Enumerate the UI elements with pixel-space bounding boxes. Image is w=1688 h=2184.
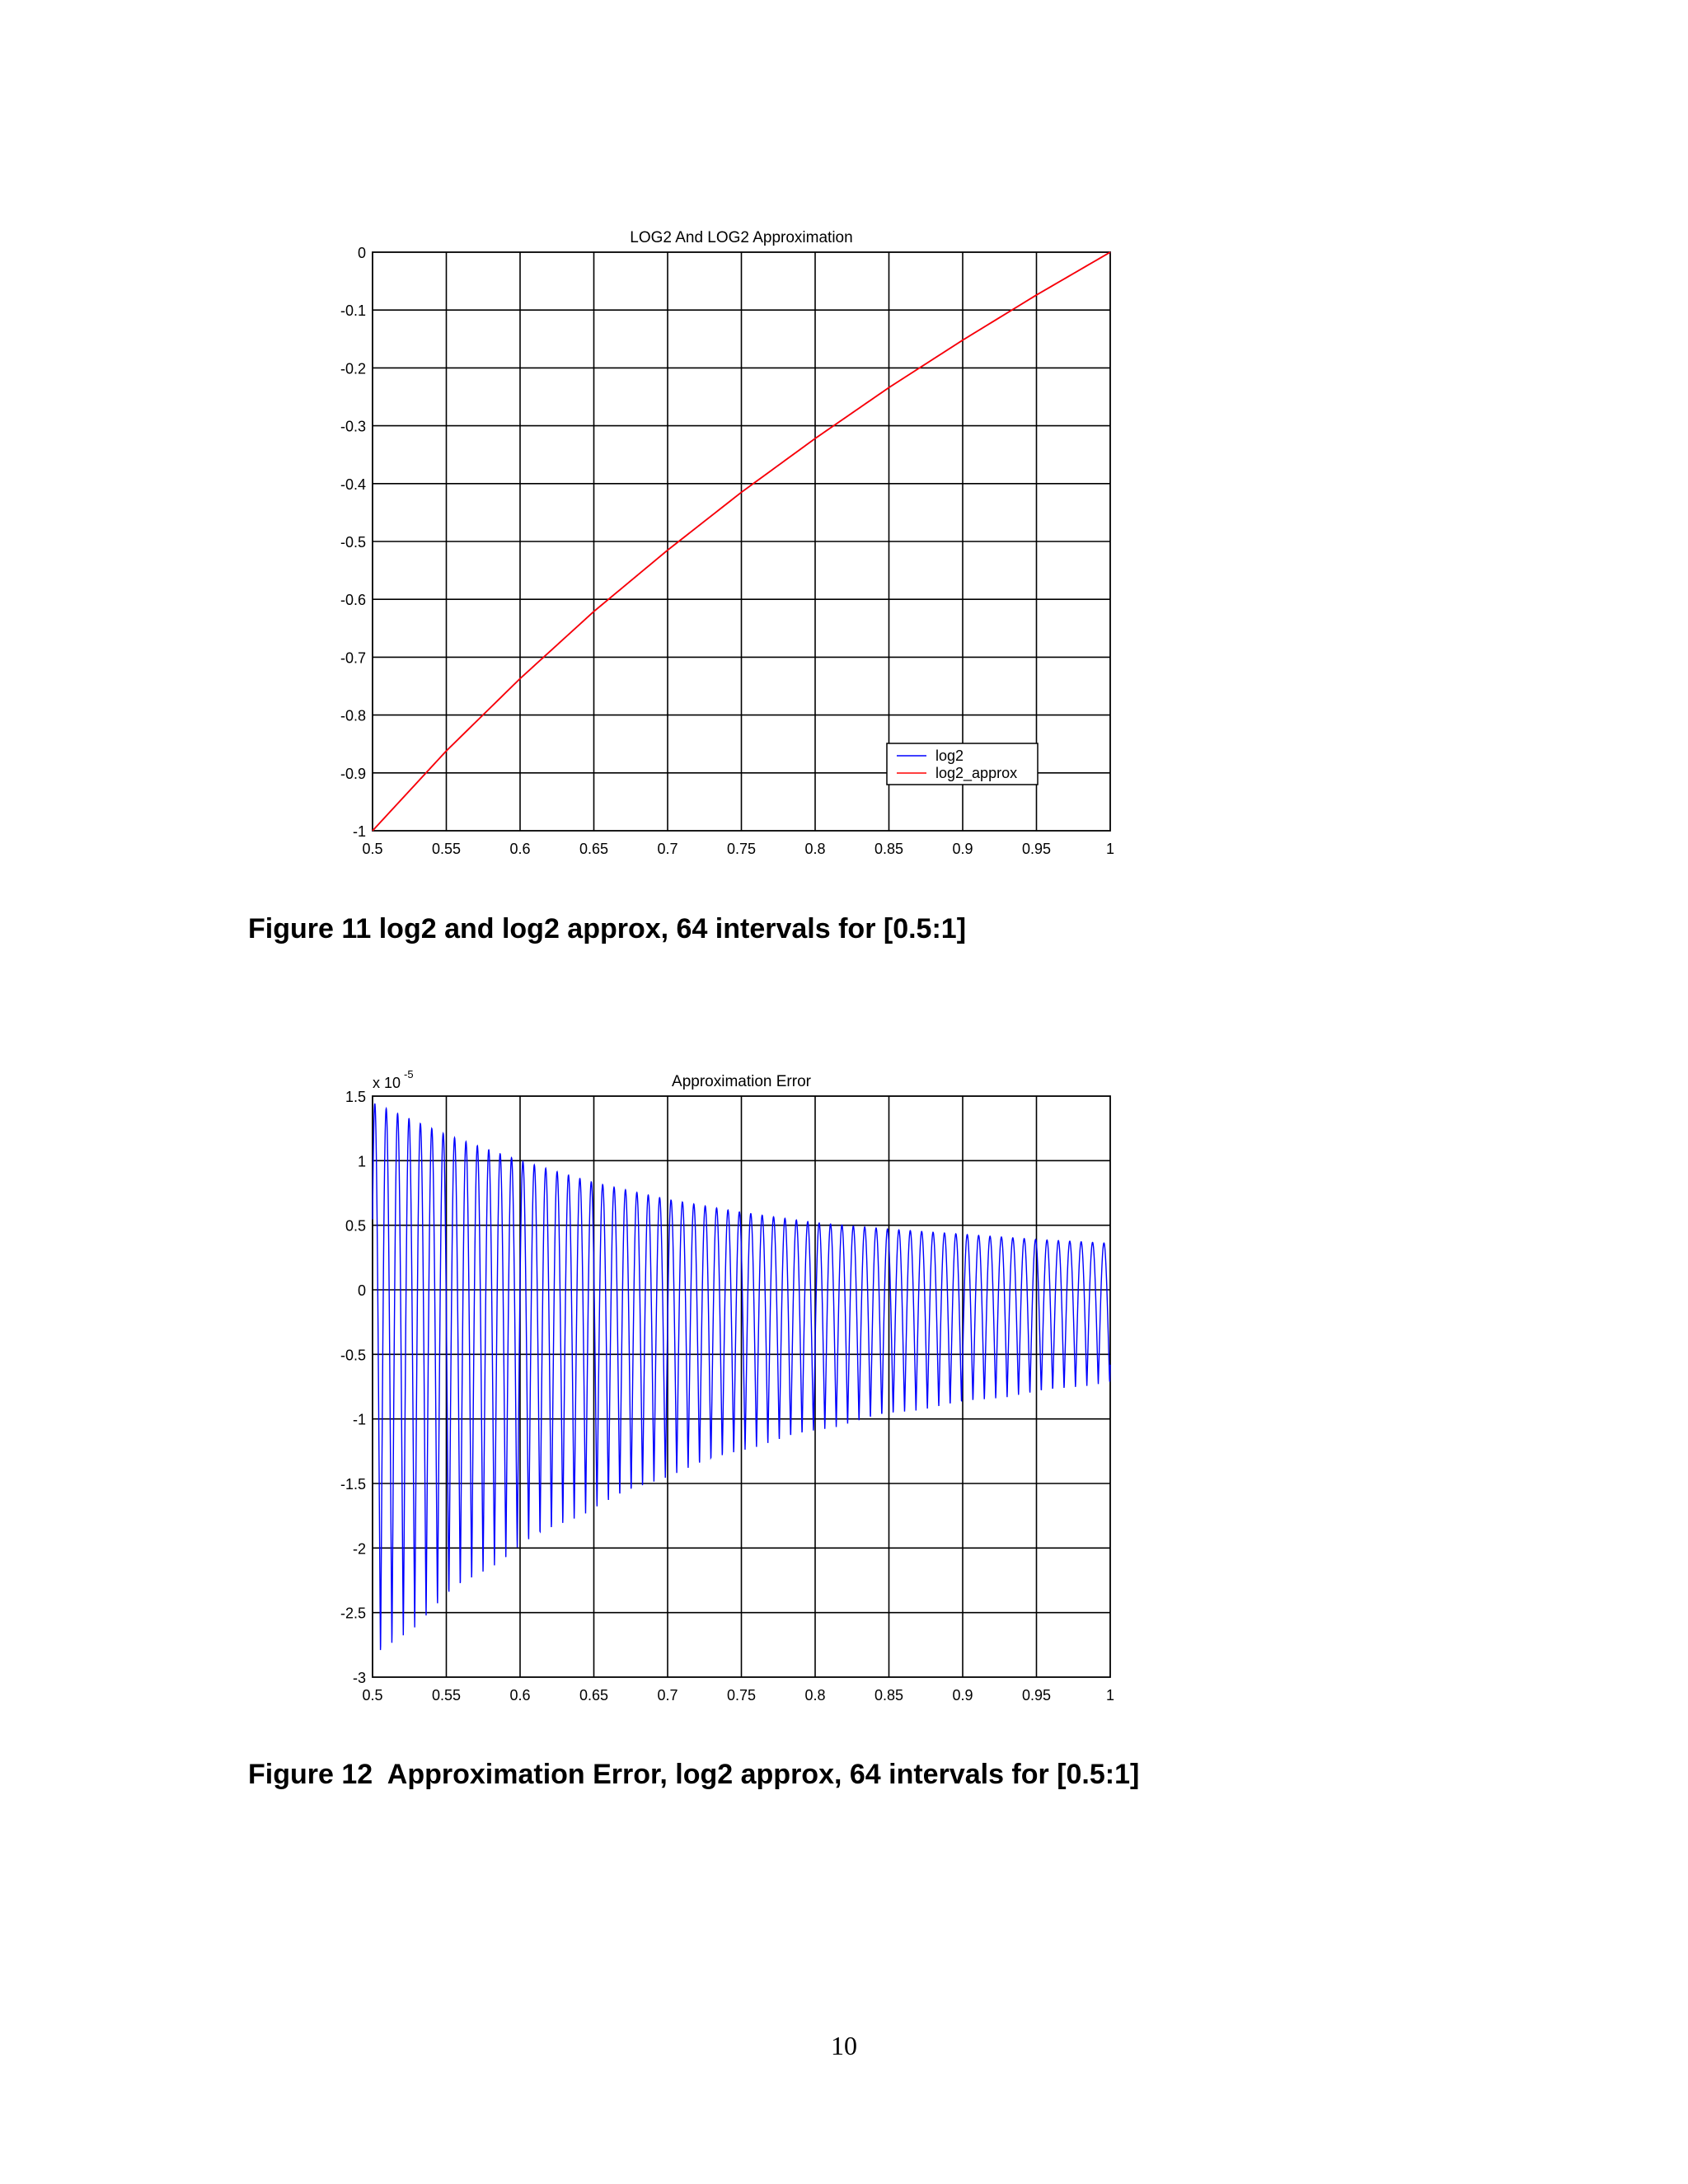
figure-12-caption: Figure 12 Approximation Error, log2 approx, 64 intervals for [0.5:1] (248, 1759, 1140, 1790)
y-tick-label: -1 (352, 823, 366, 840)
x-tick-label: 0.85 (874, 841, 904, 857)
x-tick-label: 0.9 (952, 841, 973, 857)
chart-title: Approximation Error (672, 1073, 811, 1090)
x-tick-label: 0.65 (579, 841, 609, 857)
x-tick-label: 0.6 (509, 1687, 531, 1704)
x-tick-label: 0.95 (1021, 1687, 1052, 1704)
x-tick-label: 0.7 (657, 841, 678, 857)
x-tick-label: 0.55 (431, 841, 462, 857)
y-tick-label: -0.5 (340, 1347, 366, 1364)
y-tick-label: 0 (357, 1282, 366, 1299)
y-tick-label: -0.4 (340, 476, 366, 493)
log2-chart (0, 206, 1688, 865)
y-tick-label: -1.5 (340, 1476, 366, 1493)
y-tick-label: 0 (357, 245, 366, 261)
x-tick-label: 0.65 (579, 1687, 609, 1704)
y-tick-label: 1.5 (345, 1089, 366, 1105)
approximation-error-chart (0, 1047, 1688, 1722)
y-exponent-label: x 10 (373, 1075, 401, 1091)
y-tick-label: 0.5 (345, 1217, 366, 1235)
y-tick-label: -0.5 (340, 534, 366, 551)
figure-approximation-error (0, 1047, 1688, 1722)
x-tick-label: 0.75 (726, 1687, 757, 1704)
x-tick-label: 0.9 (952, 1687, 973, 1704)
y-tick-label: -0.8 (340, 707, 366, 724)
y-tick-label: -0.3 (340, 418, 366, 435)
y-tick-label: -2 (352, 1540, 366, 1558)
y-tick-label: -2.5 (340, 1605, 366, 1622)
figure-log2-comparison (0, 206, 1688, 865)
y-tick-label: -0.9 (340, 765, 366, 782)
x-tick-label: 1 (1105, 841, 1115, 857)
x-tick-label: 0.75 (726, 841, 757, 857)
x-tick-label: 0.5 (362, 841, 383, 857)
x-tick-label: 0.8 (804, 1687, 826, 1704)
x-tick-label: 0.95 (1021, 841, 1052, 857)
x-tick-label: 0.7 (657, 1687, 678, 1704)
page-number: 10 (831, 2031, 857, 2060)
x-tick-label: 0.6 (509, 841, 531, 857)
y-tick-label: -0.6 (340, 592, 366, 609)
legend-label: log2_approx (935, 765, 1018, 781)
y-tick-label: -1 (352, 1411, 366, 1428)
x-tick-label: 0.55 (431, 1687, 462, 1704)
y-tick-label: -0.2 (340, 360, 366, 377)
y-tick-label: 1 (357, 1153, 366, 1170)
x-tick-label: 1 (1105, 1687, 1115, 1704)
y-tick-label: -0.7 (340, 649, 366, 667)
x-tick-label: 0.5 (362, 1687, 383, 1704)
y-exponent-power: -5 (404, 1068, 414, 1080)
chart-title: LOG2 And LOG2 Approximation (630, 229, 853, 246)
y-tick-label: -3 (352, 1670, 366, 1686)
figure-11-caption: Figure 11 log2 and log2 approx, 64 intervals for [0.5:1] (248, 913, 967, 944)
y-tick-label: -0.1 (340, 302, 366, 320)
x-tick-label: 0.8 (804, 841, 826, 857)
legend-label: log2 (935, 748, 964, 764)
x-tick-label: 0.85 (874, 1687, 904, 1704)
